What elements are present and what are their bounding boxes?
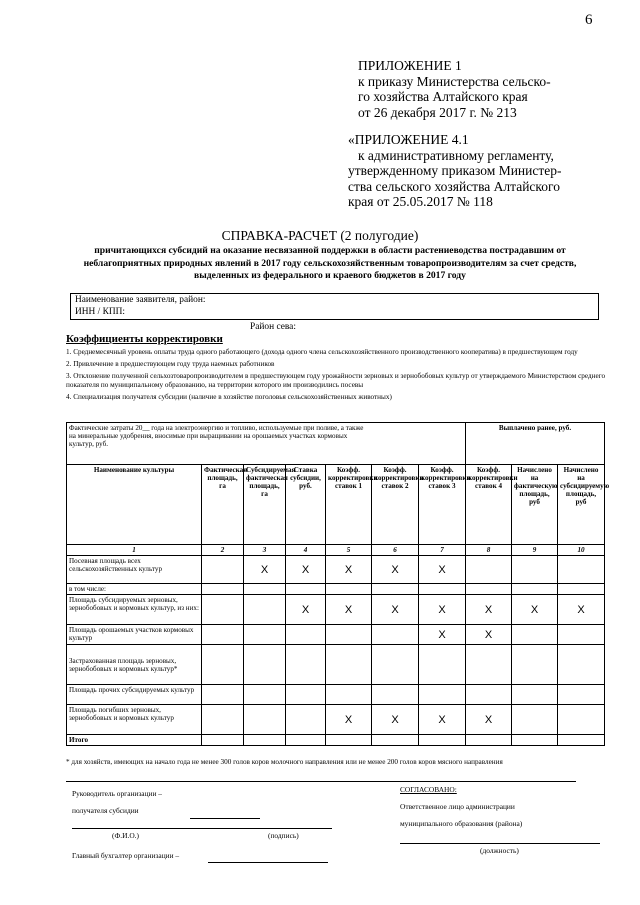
- chief-accountant-label: Главный бухгалтер организации –: [72, 851, 180, 860]
- table-cell: X: [286, 595, 326, 625]
- table-cell: X: [419, 595, 466, 625]
- table-cell: X: [372, 705, 419, 735]
- coefficient-item: 4. Специализация получателя субсидии (наличие в хозяйстве поголовья сельскохозяйственных животных): [66, 393, 392, 401]
- table-cell: [286, 685, 326, 705]
- table-cell: [512, 584, 558, 595]
- column-header: Фактическая площадь, га: [202, 465, 244, 545]
- signature-line: [208, 862, 328, 863]
- column-number: 3: [244, 545, 286, 556]
- column-header: Коэфф. корректировки ставок 1: [326, 465, 372, 545]
- footnote: * для хозяйств, имеющих на начало года не менее 300 голов коров молочного направления или не менее 200 голов коров мясного направления: [66, 758, 503, 766]
- table-cell: [202, 584, 244, 595]
- table-cell: [326, 735, 372, 746]
- table-cell: [286, 735, 326, 746]
- municipality-label: муниципального образования (района): [400, 819, 523, 828]
- calculation-table: [66, 422, 610, 746]
- row-label: Посевная площадь всех сельскохозяйственных культур: [67, 556, 202, 584]
- column-header: Коэфф. корректировки ставок 4: [466, 465, 512, 545]
- table-row: [67, 625, 605, 645]
- table-cell: X: [286, 556, 326, 584]
- table-cell: [244, 735, 286, 746]
- column-header: Субсидируемая фактическая площадь, га: [244, 465, 286, 545]
- table-cell: [286, 705, 326, 735]
- row-label: Итого: [67, 735, 202, 746]
- table-cell: [372, 625, 419, 645]
- paid-earlier-header: Выплачено ранее, руб.: [466, 423, 605, 465]
- appendix-4-1-line: к административному регламенту,: [358, 147, 554, 163]
- document-subtitle: причитающихся субсидий на оказание несвязанной поддержки в области растениеводства пострадавшим от неблагоприятных природных явлений в 2017 году сельскохозяйственным товаропроизводителям за счет средств, выделенных из федерального и краевого бюджетов в 2017 году: [83, 245, 577, 281]
- table-cell: [512, 625, 558, 645]
- table-cell: X: [466, 625, 512, 645]
- table-cell: [202, 645, 244, 685]
- column-number: 1: [67, 545, 202, 556]
- costs-cell: Фактические затраты 20__ года на электроэнергию и топливо, используемые при поливе, а также на минеральные удобрения, вносимые при выращивании на орошаемых участках кормовых культур, руб.: [67, 423, 466, 465]
- table-cell: X: [512, 595, 558, 625]
- table-cell: [286, 625, 326, 645]
- appendix-1-line: от 26 декабря 2017 г. № 213: [358, 104, 517, 120]
- coefficient-item: 1. Среднемесячный уровень оплаты труда одного работающего (дохода одного члена сельскохозяйственного производственного кооператива) в предшествующем году: [66, 348, 578, 356]
- column-number: 7: [419, 545, 466, 556]
- fio-caption: (Ф.И.О.): [112, 831, 139, 840]
- signature-line: [190, 818, 260, 819]
- column-number: 6: [372, 545, 419, 556]
- table-cell: [558, 645, 605, 685]
- applicant-box: [70, 293, 599, 320]
- column-header: Коэфф. корректировки ставок 3: [419, 465, 466, 545]
- table-cell: [558, 705, 605, 735]
- page-number: 6: [585, 12, 593, 28]
- table-row: [67, 685, 605, 705]
- table-cell: [244, 625, 286, 645]
- appendix-4-1-line: края от 25.05.2017 № 118: [348, 194, 493, 209]
- row-label: Площадь субсидируемых зерновых, зернобобовых и кормовых культур, из них:: [67, 595, 202, 625]
- applicant-inn-label: ИНН / КПП:: [75, 307, 126, 317]
- table-cell: X: [419, 705, 466, 735]
- column-number: 4: [286, 545, 326, 556]
- table-row: [67, 705, 605, 735]
- table-row: [67, 584, 605, 595]
- table-cell: [466, 735, 512, 746]
- table-cell: [466, 645, 512, 685]
- signature-line: [72, 828, 332, 829]
- column-number: 8: [466, 545, 512, 556]
- table-cell: [466, 584, 512, 595]
- table-cell: [512, 705, 558, 735]
- applicant-name-label: Наименование заявителя, район:: [75, 295, 206, 305]
- table-cell: [419, 584, 466, 595]
- table-cell: [244, 595, 286, 625]
- table-cell: [244, 685, 286, 705]
- table-cell: X: [244, 556, 286, 584]
- head-label: Руководитель организации –: [72, 789, 162, 798]
- table-cell: [202, 735, 244, 746]
- row-label: Площадь орошаемых участков кормовых культур: [67, 625, 202, 645]
- column-number: 9: [512, 545, 558, 556]
- table-cell: [372, 584, 419, 595]
- table-cell: [466, 685, 512, 705]
- table-cell: [202, 705, 244, 735]
- table-cell: [419, 685, 466, 705]
- table-cell: [558, 584, 605, 595]
- column-header: Ставка субсидии, руб.: [286, 465, 326, 545]
- table-cell: X: [372, 595, 419, 625]
- divider: [66, 781, 576, 782]
- coefficient-item: 3. Отклонение полученной сельхозтоваропроизводителем в предшествующем году урожайности зерновых и зернобобовых культур от утверждаемого Министерством среднего показателя по муниципальному образованию, на территории которого им производились посевы: [66, 372, 606, 389]
- official-label: Ответственное лицо администрации: [400, 802, 515, 811]
- table-cell: [326, 685, 372, 705]
- table-cell: X: [326, 556, 372, 584]
- table-cell: X: [558, 595, 605, 625]
- table-cell: [286, 584, 326, 595]
- table-cell: [372, 645, 419, 685]
- table-cell: X: [326, 705, 372, 735]
- agreed-label: СОГЛАСОВАНО:: [400, 785, 457, 794]
- table-cell: [558, 556, 605, 584]
- table-cell: [202, 685, 244, 705]
- recipient-label: получателя субсидии: [72, 806, 139, 815]
- table-cell: [372, 685, 419, 705]
- row-label: в том числе:: [67, 584, 202, 595]
- document-title: СПРАВКА-РАСЧЕТ (2 полугодие): [221, 228, 419, 243]
- table-cell: [558, 625, 605, 645]
- row-label: Застрахованная площадь зерновых, зернобобовых и кормовых культур*: [67, 645, 202, 685]
- column-header: Начислено на фактическую площадь, руб: [512, 465, 558, 545]
- appendix-1-line: ПРИЛОЖЕНИЕ 1: [358, 58, 462, 73]
- column-header: Наименование культуры: [67, 465, 202, 545]
- table-cell: [419, 735, 466, 746]
- table-cell: [512, 556, 558, 584]
- column-number: 10: [558, 545, 605, 556]
- appendix-4-1-line: утвержденному приказом Министер-: [348, 163, 562, 178]
- coefficient-item: 2. Привлечение в предшествующем году труда наемных работников: [66, 360, 275, 368]
- table-cell: [512, 735, 558, 746]
- column-header: Начислено на субсидируемую площадь, руб: [558, 465, 605, 545]
- appendix-4-1-line: ства сельского хозяйства Алтайского: [348, 178, 560, 194]
- table-cell: [326, 584, 372, 595]
- table-cell: X: [419, 625, 466, 645]
- coefficients-list: [66, 348, 606, 405]
- sowing-region-label: Район сева:: [250, 322, 296, 332]
- column-header: Коэфф. корректировки ставок 2: [372, 465, 419, 545]
- table-cell: [202, 595, 244, 625]
- table-cell: [244, 645, 286, 685]
- row-label: Площадь погибших зерновых, зернобобовых и кормовых культур: [67, 705, 202, 735]
- coefficients-heading: Коэффициенты корректировки: [66, 333, 223, 345]
- table-row: [67, 556, 605, 584]
- table-cell: [202, 625, 244, 645]
- table-cell: X: [372, 556, 419, 584]
- table-cell: X: [419, 556, 466, 584]
- table-cell: X: [326, 595, 372, 625]
- table-cell: [558, 735, 605, 746]
- table-cell: [244, 584, 286, 595]
- appendix-4-1-line: «ПРИЛОЖЕНИЕ 4.1: [348, 132, 469, 147]
- appendix-1-header: [358, 58, 551, 120]
- appendix-1-line: го хозяйства Алтайского края: [358, 89, 528, 104]
- table-cell: [244, 705, 286, 735]
- table-cell: [326, 625, 372, 645]
- table-cell: [558, 685, 605, 705]
- table-row: [67, 595, 605, 625]
- table-row: [67, 735, 605, 746]
- row-label: Площадь прочих субсидируемых культур: [67, 685, 202, 705]
- appendix-1-line: к приказу Министерства сельско-: [358, 73, 551, 89]
- column-number: 2: [202, 545, 244, 556]
- signature-caption: (подпись): [268, 831, 299, 840]
- appendix-4-1-header: [348, 132, 562, 210]
- table-cell: [512, 645, 558, 685]
- table-cell: X: [466, 595, 512, 625]
- table-cell: [466, 556, 512, 584]
- table-row: [67, 645, 605, 685]
- table-cell: [419, 645, 466, 685]
- table-cell: [372, 735, 419, 746]
- position-caption: (должность): [480, 846, 519, 855]
- signature-line: [400, 843, 600, 844]
- column-number: 5: [326, 545, 372, 556]
- table-cell: [286, 645, 326, 685]
- table-cell: [512, 685, 558, 705]
- table-cell: [202, 556, 244, 584]
- table-cell: X: [466, 705, 512, 735]
- table-cell: [326, 645, 372, 685]
